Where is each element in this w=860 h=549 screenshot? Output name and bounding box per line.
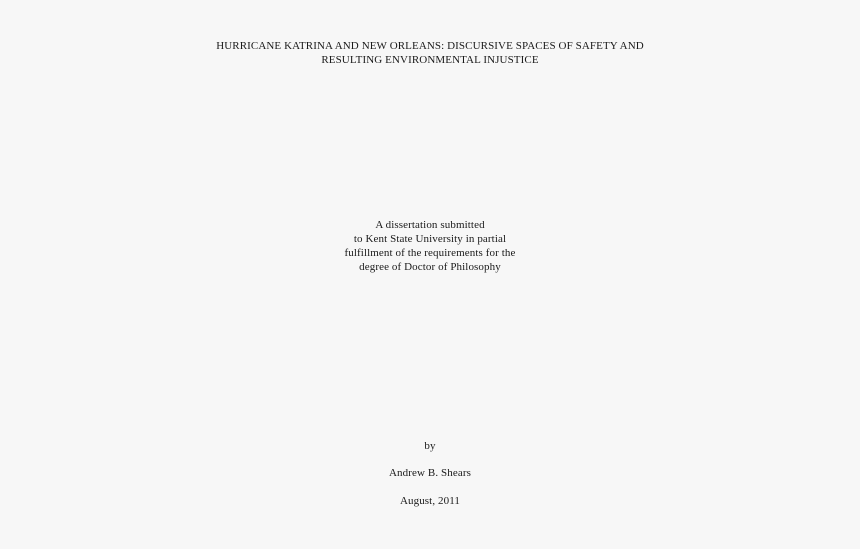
submission-date: August, 2011 [399, 495, 461, 507]
document-title [0, 39, 860, 67]
submission-statement [0, 218, 860, 274]
title-line-1: HURRICANE KATRINA AND NEW ORLEANS: DISCURSIVE SPACES OF SAFETY AND [216, 40, 644, 52]
submission-line-1: A dissertation submitted [375, 219, 485, 231]
submission-line-4: degree of Doctor of Philosophy [359, 261, 501, 273]
submission-line-2: to Kent State University in partial [353, 233, 507, 245]
title-line-2: RESULTING ENVIRONMENTAL INJUSTICE [321, 54, 539, 66]
author-name: Andrew B. Shears [389, 467, 471, 479]
by-label: by [424, 440, 436, 452]
submission-line-3: fulfillment of the requirements for the [344, 247, 516, 259]
